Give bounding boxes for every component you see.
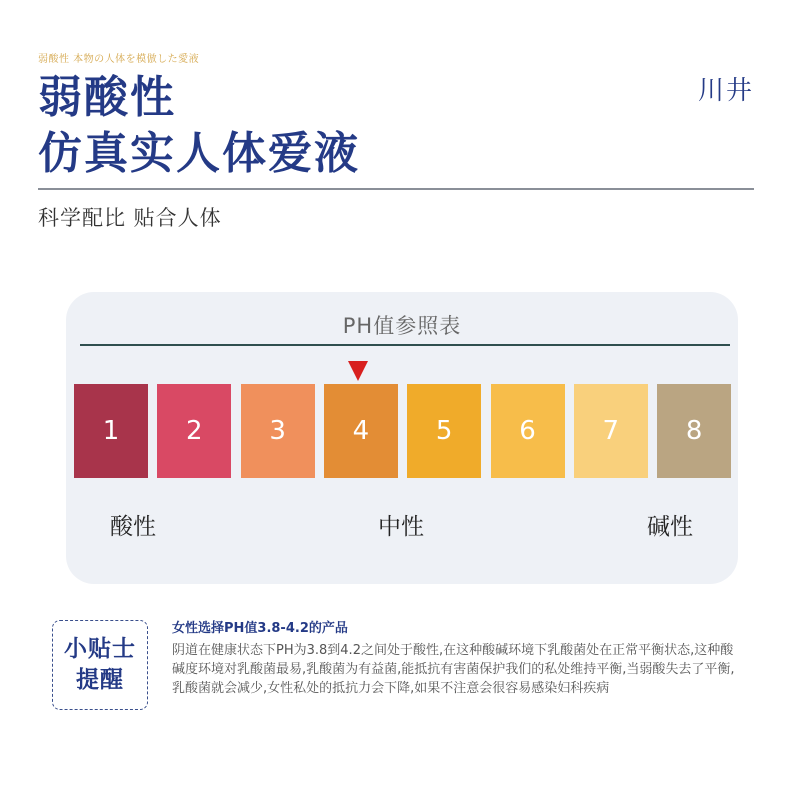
ph-reference-panel — [66, 292, 738, 584]
ph-swatch-2: 2 — [157, 384, 231, 478]
ph-swatch-8: 8 — [657, 384, 731, 478]
ph-swatch-3: 3 — [241, 384, 315, 478]
tips-badge-line-1: 小贴士 — [64, 635, 136, 662]
ph-label-acid: 酸性 — [110, 514, 156, 540]
tips-badge-line-2: 提醒 — [76, 667, 124, 693]
tips-heading: 女性选择PH值3.8-4.2的产品 — [172, 621, 348, 636]
ph-swatch-5: 5 — [407, 384, 481, 478]
ph-label-neutral: 中性 — [378, 514, 424, 540]
headline-line-2: 仿真实人体爱液 — [38, 128, 360, 179]
headline-line-1: 弱酸性 — [38, 72, 176, 123]
tips-body: 阴道在健康状态下PH为3.8到4.2之间处于酸性,在这种酸碱环境下乳酸菌处在正常平衡状态,这种酸碱度环境对乳酸菌最易,乳酸菌为有益菌,能抵抗有害菌保护我们的私处维持平衡,当弱酸失去了平衡,乳酸菌就会减少,女性私处的抵抗力会下降,如果不注意会很容易感染妇科疾病 — [172, 643, 735, 696]
ph-title-underline — [80, 344, 730, 346]
ph-label-alkaline: 碱性 — [647, 514, 693, 540]
ph-swatch-6: 6 — [491, 384, 565, 478]
ph-swatch-row — [66, 384, 738, 478]
ph-swatch-1: 1 — [74, 384, 148, 478]
tagline-small: 弱酸性 本物の人体を模倣した愛液 — [38, 54, 200, 65]
ph-swatch-4: 4 — [324, 384, 398, 478]
ph-chart-title: PH值参照表 — [342, 314, 462, 338]
ph-swatch-7: 7 — [574, 384, 648, 478]
tips-badge — [52, 620, 148, 710]
header-divider — [38, 188, 754, 190]
ph-marker-arrow-icon — [348, 361, 368, 381]
subtitle: 科学配比 贴合人体 — [38, 206, 222, 230]
brand-logo-text: 川井 — [697, 76, 754, 106]
